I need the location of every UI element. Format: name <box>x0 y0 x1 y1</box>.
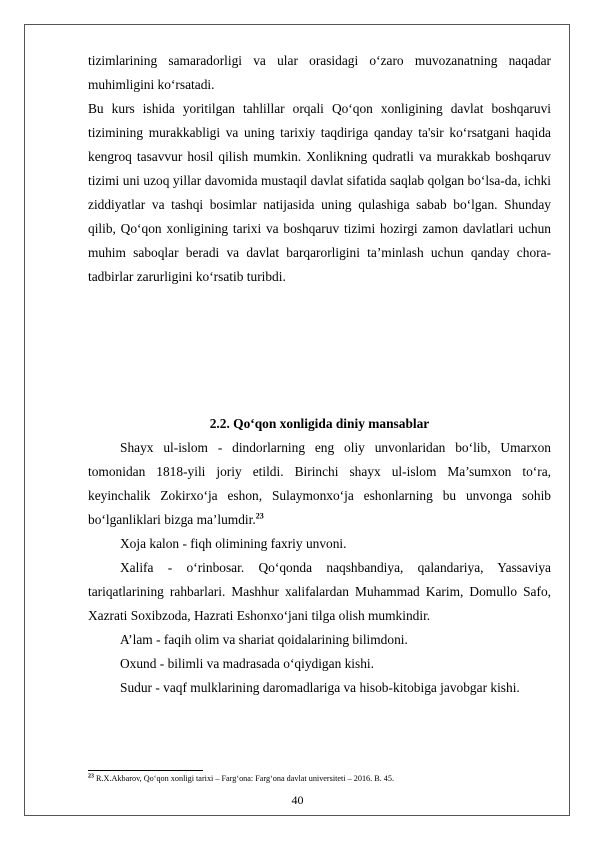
paragraph-sudur: Sudur - vaqf mulklarining daromadlariga va hisob-kitobiga javobgar kishi. <box>120 680 520 695</box>
paragraph-alam: A’lam - faqih olim va shariat qoidalarining bilimdoni. <box>120 632 408 647</box>
paragraph-continuation: tizimlarining samaradorligi va ular orasidagi o‘zaro muvozanatning naqadar muhimligini ko‘rsatadi. <box>88 53 551 92</box>
paragraph-shayx-ul-islom <box>88 436 551 532</box>
section-heading: 2.2. Qo‘qon xonligida diniy mansablar <box>209 416 430 431</box>
paragraph-text: Shayx ul-islom - dindorlarning eng oliy unvonlaridan bo‘lib, Umarxon tomonidan 1818-yili joriy etildi. Birinchi shayx ul-islom Ma’sumxon to‘ra, keyinchalik Zokirxo‘ja eshon, Sulaymonxo‘ja eshonlarning bu unvonga sohib bo‘lganliklari bizga ma’lumdir. <box>88 440 551 527</box>
footnote <box>88 773 551 784</box>
paragraph-xoja-kalon: Xoja kalon - fiqh olimining faxriy unvoni. <box>120 536 347 551</box>
footnote-divider <box>88 770 203 771</box>
footnote-text: R.X.Akbarov, Qo‘qon xonligi tarixi – Farg‘ona: Farg‘ona davlat universiteti – 2016. B. 45. <box>94 774 395 783</box>
paragraph-xalifa: Xalifa - o‘rinbosar. Qo‘qonda naqshbandiya, qalandariya, Yassaviya tariqatlarining rahbarlari. Mashhur xalifalardan Muhammad Karim, Domullo Safo, Xazrati Soxibzoda, Hazrati Eshonxo‘jani tilga olish mumkindir. <box>88 560 551 623</box>
paragraph-oxund: Oxund - bilimli va madrasada o‘qiydigan kishi. <box>120 656 375 671</box>
intro-text-block <box>88 49 551 289</box>
section-text-block <box>88 412 551 700</box>
paragraph-conclusion: Bu kurs ishida yoritilgan tahlillar orqali Qo‘qon xonligining davlat boshqaruvi tizimining murakkabligi va uning tarixiy taqdiriga qanday ta'sir ko‘rsatgani haqida kengroq tasavvur hosil qilish mumkin. Xonlikning qudratli va murakkab boshqaruv tizimi uni uzoq yillar davomida mustaqil davlat sifatida saqlab qolgan bo‘lsa-da, ichki ziddiyatlar va tashqi bosimlar natijasida uning qulashiga sabab bo‘lgan. Shunday qilib, Qo‘qon xonligining tarixi va boshqaruv tizimi hozirgi zamon davlatlari uchun muhim saboqlar beradi va davlat barqarorligini ta’minlash uchun qanday chora-tadbirlar zarurligini ko‘rsatib turibdi. <box>88 101 551 284</box>
footnote-number: 23 <box>88 773 94 780</box>
page-number: 40 <box>291 793 304 807</box>
footnote-reference[interactable]: 23 <box>255 511 264 521</box>
